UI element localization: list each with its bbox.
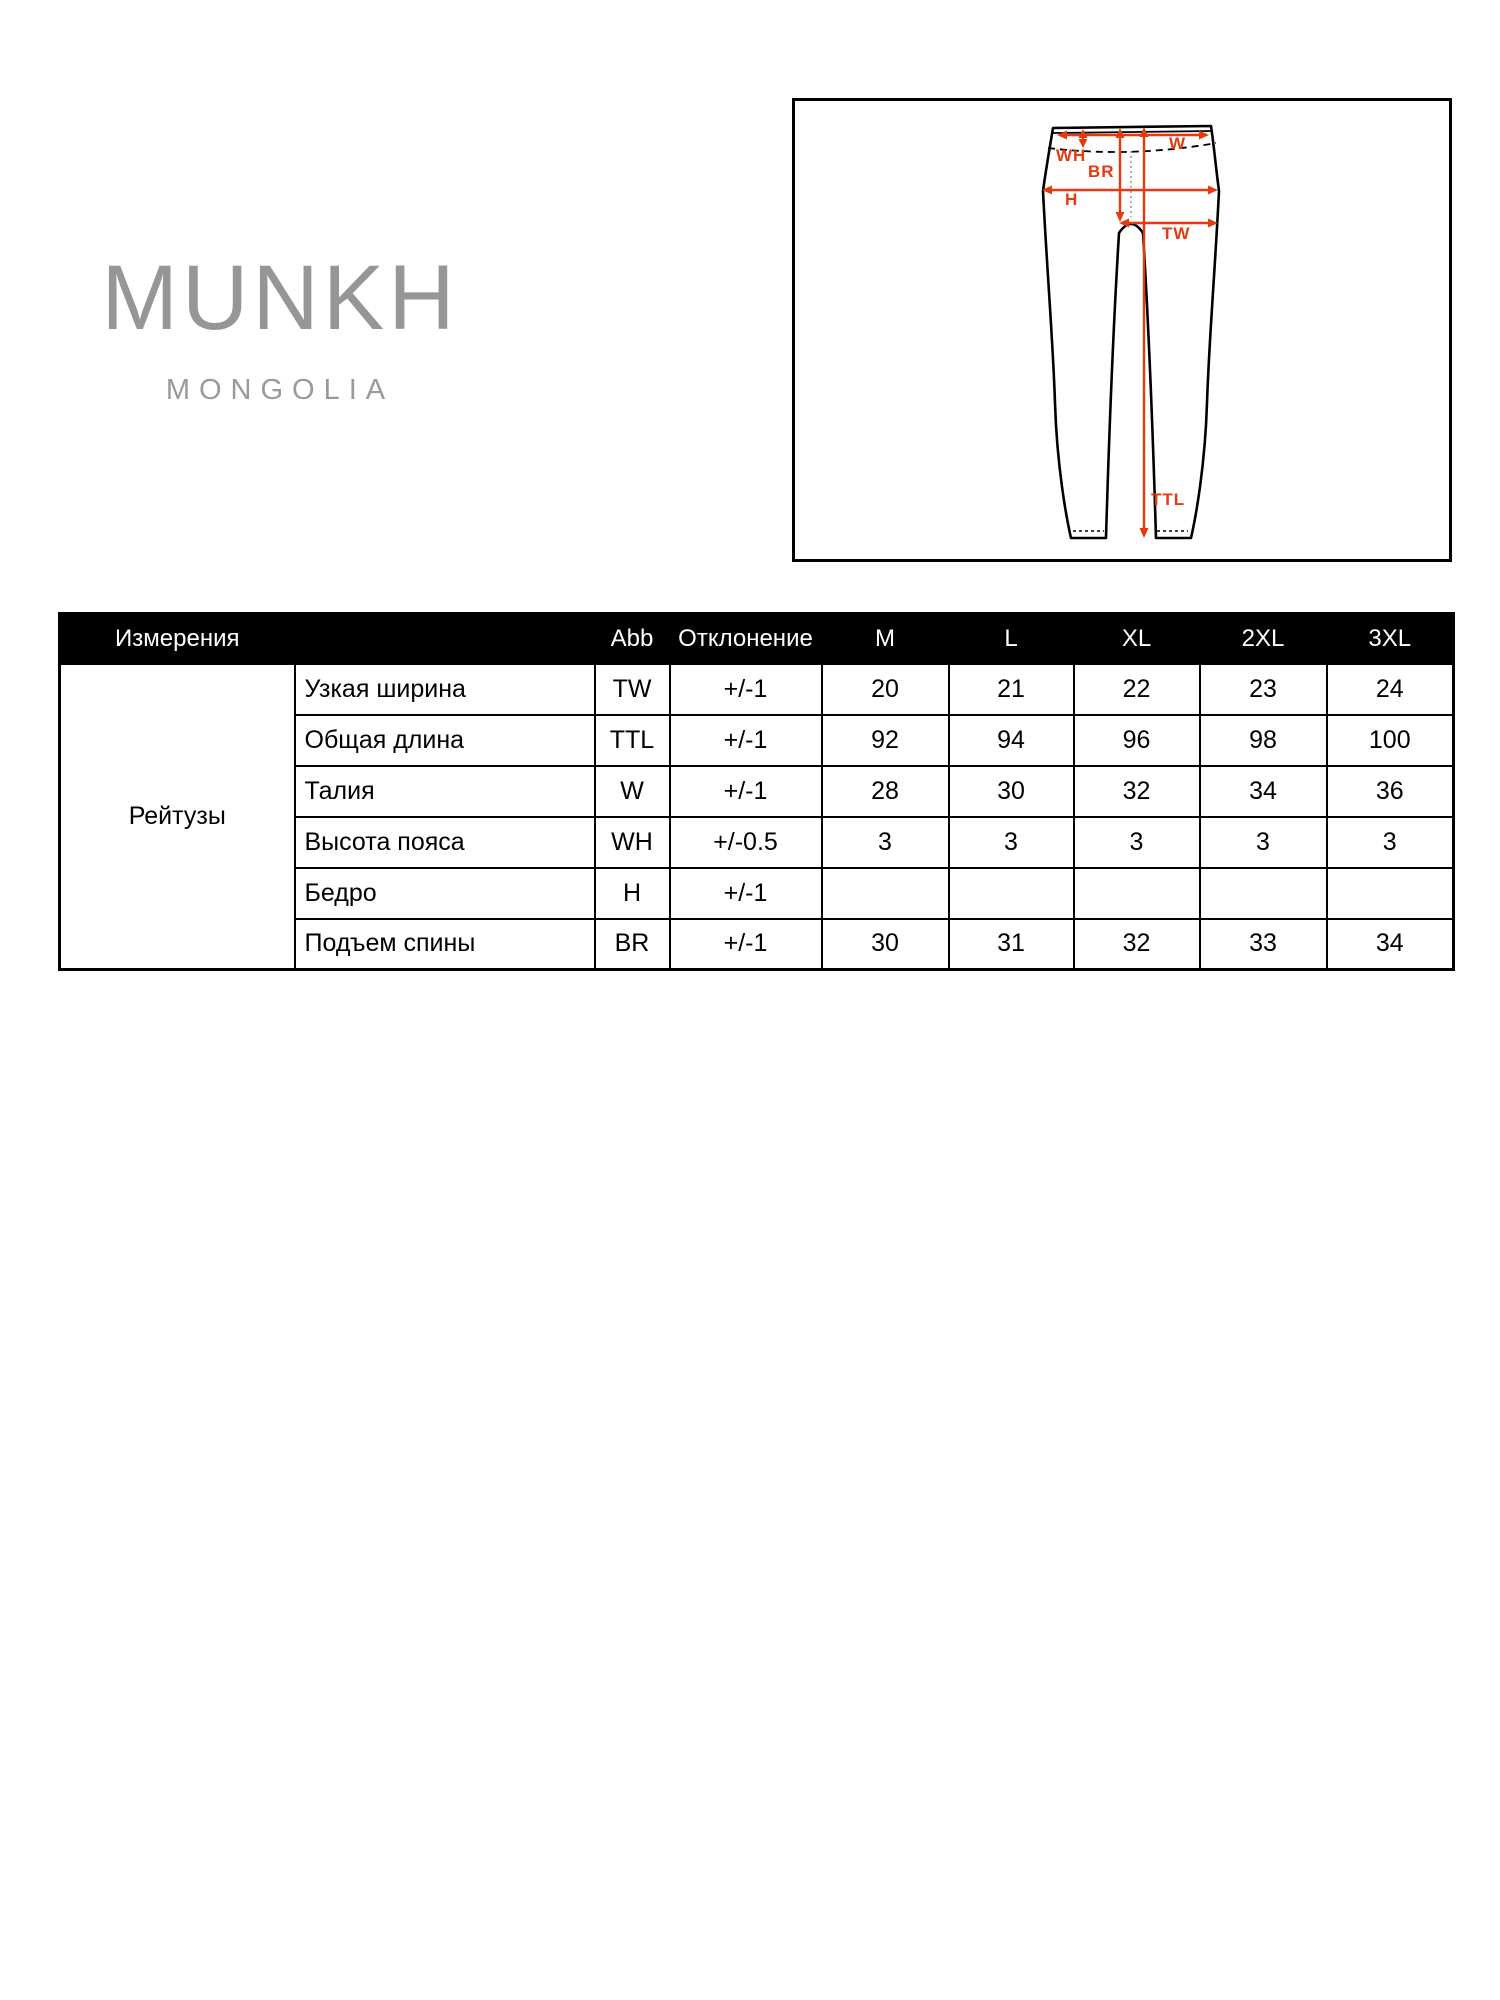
cell-value-2xl: 34	[1200, 766, 1327, 817]
measure-label-h: H	[1065, 190, 1079, 209]
cell-abb: H	[595, 868, 670, 919]
cell-value-xl: 3	[1074, 817, 1200, 868]
table-row	[60, 664, 1454, 715]
header-cell-size-3xl: 3XL	[1327, 614, 1454, 664]
cell-value-m: 28	[822, 766, 949, 817]
measure-label-w: W	[1169, 134, 1187, 153]
header-cell-size-m: M	[822, 614, 949, 664]
cell-value-m: 92	[822, 715, 949, 766]
cell-value-xl: 32	[1074, 919, 1200, 970]
ttl-arrowhead-down	[1140, 528, 1149, 538]
measure-label-br: BR	[1088, 162, 1115, 181]
size-table	[58, 612, 1455, 971]
cell-tolerance: +/-1	[670, 715, 822, 766]
header-cell-spacer	[295, 614, 595, 664]
group-cell: Рейтузы	[60, 664, 295, 970]
cell-name: Подъем спины	[295, 919, 595, 970]
table-header-row	[60, 614, 1454, 664]
cell-value-2xl: 33	[1200, 919, 1327, 970]
cell-value-m	[822, 868, 949, 919]
measurement-diagram-box	[792, 98, 1452, 562]
cell-tolerance: +/-1	[670, 664, 822, 715]
cell-value-m: 20	[822, 664, 949, 715]
cell-value-2xl: 3	[1200, 817, 1327, 868]
cell-value-l: 94	[949, 715, 1074, 766]
brand-name: MUNKH	[101, 247, 459, 349]
cell-tolerance: +/-0.5	[670, 817, 822, 868]
cell-value-l: 31	[949, 919, 1074, 970]
cell-value-2xl: 23	[1200, 664, 1327, 715]
cell-value-xl: 32	[1074, 766, 1200, 817]
cell-value-xl	[1074, 868, 1200, 919]
cell-name: Общая длина	[295, 715, 595, 766]
measure-label-wh: WH	[1056, 146, 1087, 165]
cell-value-3xl: 100	[1327, 715, 1454, 766]
cell-value-xl: 96	[1074, 715, 1200, 766]
cell-value-l	[949, 868, 1074, 919]
cell-value-l: 21	[949, 664, 1074, 715]
cell-tolerance: +/-1	[670, 766, 822, 817]
cell-abb: TTL	[595, 715, 670, 766]
header-cell-size-xl: XL	[1074, 614, 1200, 664]
cell-value-2xl	[1200, 868, 1327, 919]
measure-label-tw: TW	[1162, 224, 1191, 243]
cell-value-m: 30	[822, 919, 949, 970]
header-cell-abb: Abb	[595, 614, 670, 664]
cell-name: Узкая ширина	[295, 664, 595, 715]
measure-label-ttl: TTL	[1151, 490, 1186, 509]
cell-value-3xl: 24	[1327, 664, 1454, 715]
cell-value-xl: 22	[1074, 664, 1200, 715]
cell-name: Бедро	[295, 868, 595, 919]
header-cell-tolerance: Отклонение	[670, 614, 822, 664]
cell-name: Талия	[295, 766, 595, 817]
header-cell-measurements: Измерения	[60, 614, 295, 664]
pants-diagram	[795, 101, 1449, 559]
cell-value-3xl: 36	[1327, 766, 1454, 817]
cell-abb: TW	[595, 664, 670, 715]
cell-tolerance: +/-1	[670, 919, 822, 970]
header-cell-size-l: L	[949, 614, 1074, 664]
cell-abb: WH	[595, 817, 670, 868]
cell-value-2xl: 98	[1200, 715, 1327, 766]
cell-value-3xl	[1327, 868, 1454, 919]
cell-abb: BR	[595, 919, 670, 970]
brand-subtitle: MONGOLIA	[165, 374, 395, 406]
cell-value-l: 3	[949, 817, 1074, 868]
cell-value-3xl: 34	[1327, 919, 1454, 970]
cell-value-m: 3	[822, 817, 949, 868]
header-cell-size-2xl: 2XL	[1200, 614, 1327, 664]
cell-value-3xl: 3	[1327, 817, 1454, 868]
brand-logo	[100, 247, 460, 407]
cell-value-l: 30	[949, 766, 1074, 817]
cell-abb: W	[595, 766, 670, 817]
cell-tolerance: +/-1	[670, 868, 822, 919]
cell-name: Высота пояса	[295, 817, 595, 868]
